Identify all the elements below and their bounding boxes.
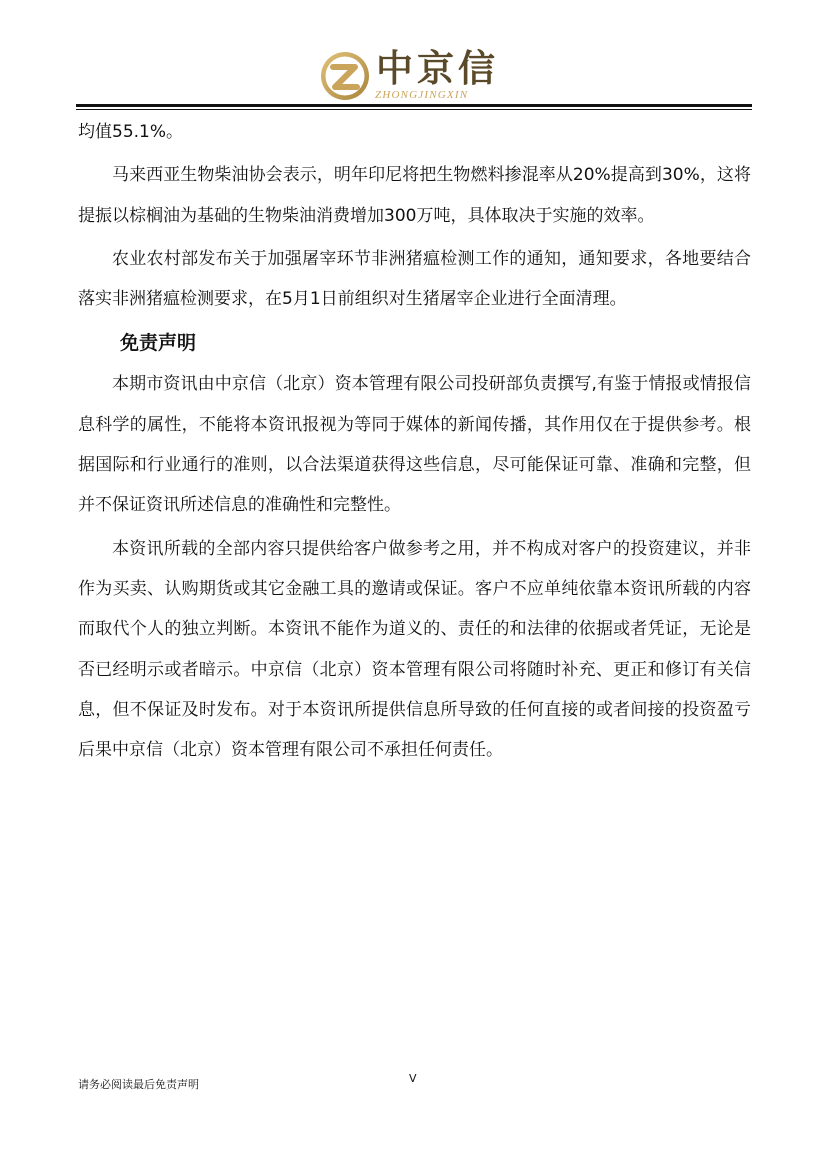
page-header [0,0,827,112]
body-paragraph: 马来西亚生物柴油协会表示，明年印尼将把生物燃料掺混率从20%提高到30%，这将提振以棕榈油为基础的生物柴油消费增加300万吨，具体取决于实施的效率。 [78,165,751,226]
document-body [78,112,751,773]
header-divider-thin [76,109,752,110]
disclaimer-heading: 免责声明 [120,332,197,355]
disclaimer-paragraph: 本资讯所载的全部内容只提供给客户做参考之用，并不构成对客户的投资建议，并非作为买卖、认购期货或其它金融工具的邀请或保证。客户不应单纯依靠本资讯所载的内容而取代个人的独立判断。本资讯不能作为道义的、责任的和法律的依据或者凭证，无论是否已经明示或者暗示。中京信（北京）资本管理有限公司将随时补充、更正和修订有关信息，但不保证及时发布。对于本资讯所提供信息所导致的任何直接的或者间接的投资盈亏后果中京信（北京）资本管理有限公司不承担任何责任。 [78,538,751,761]
body-paragraph: 农业农村部发布关于加强屠宰环节非洲猪瘟检测工作的通知，通知要求，各地要结合落实非洲猪瘟检测要求，在5月1日前组织对生猪屠宰企业进行全面清理。 [78,248,751,310]
footer-note: 请务必阅读最后免责声明 [78,1078,199,1091]
logo-subtitle: ZHONGJINGXIN [375,89,469,101]
header-divider-thick [76,104,752,107]
disclaimer-paragraph: 本期市资讯由中京信（北京）资本管理有限公司投研部负责撰写,有鉴于情报或情报信息科学的属性，不能将本资讯报视为等同于媒体的新闻传播，其作用仅在于提供参考。根据国际和行业通行的准则，以合法渠道获得这些信息，尽可能保证可靠、准确和完整，但并不保证资讯所述信息的准确性和完整性。 [78,374,751,516]
logo-emblem-icon [319,50,371,102]
page-number: V [409,1072,417,1085]
logo-title: 中京信 [376,47,499,90]
company-logo [319,48,519,106]
body-paragraph: 均值55.1%。 [78,122,184,142]
